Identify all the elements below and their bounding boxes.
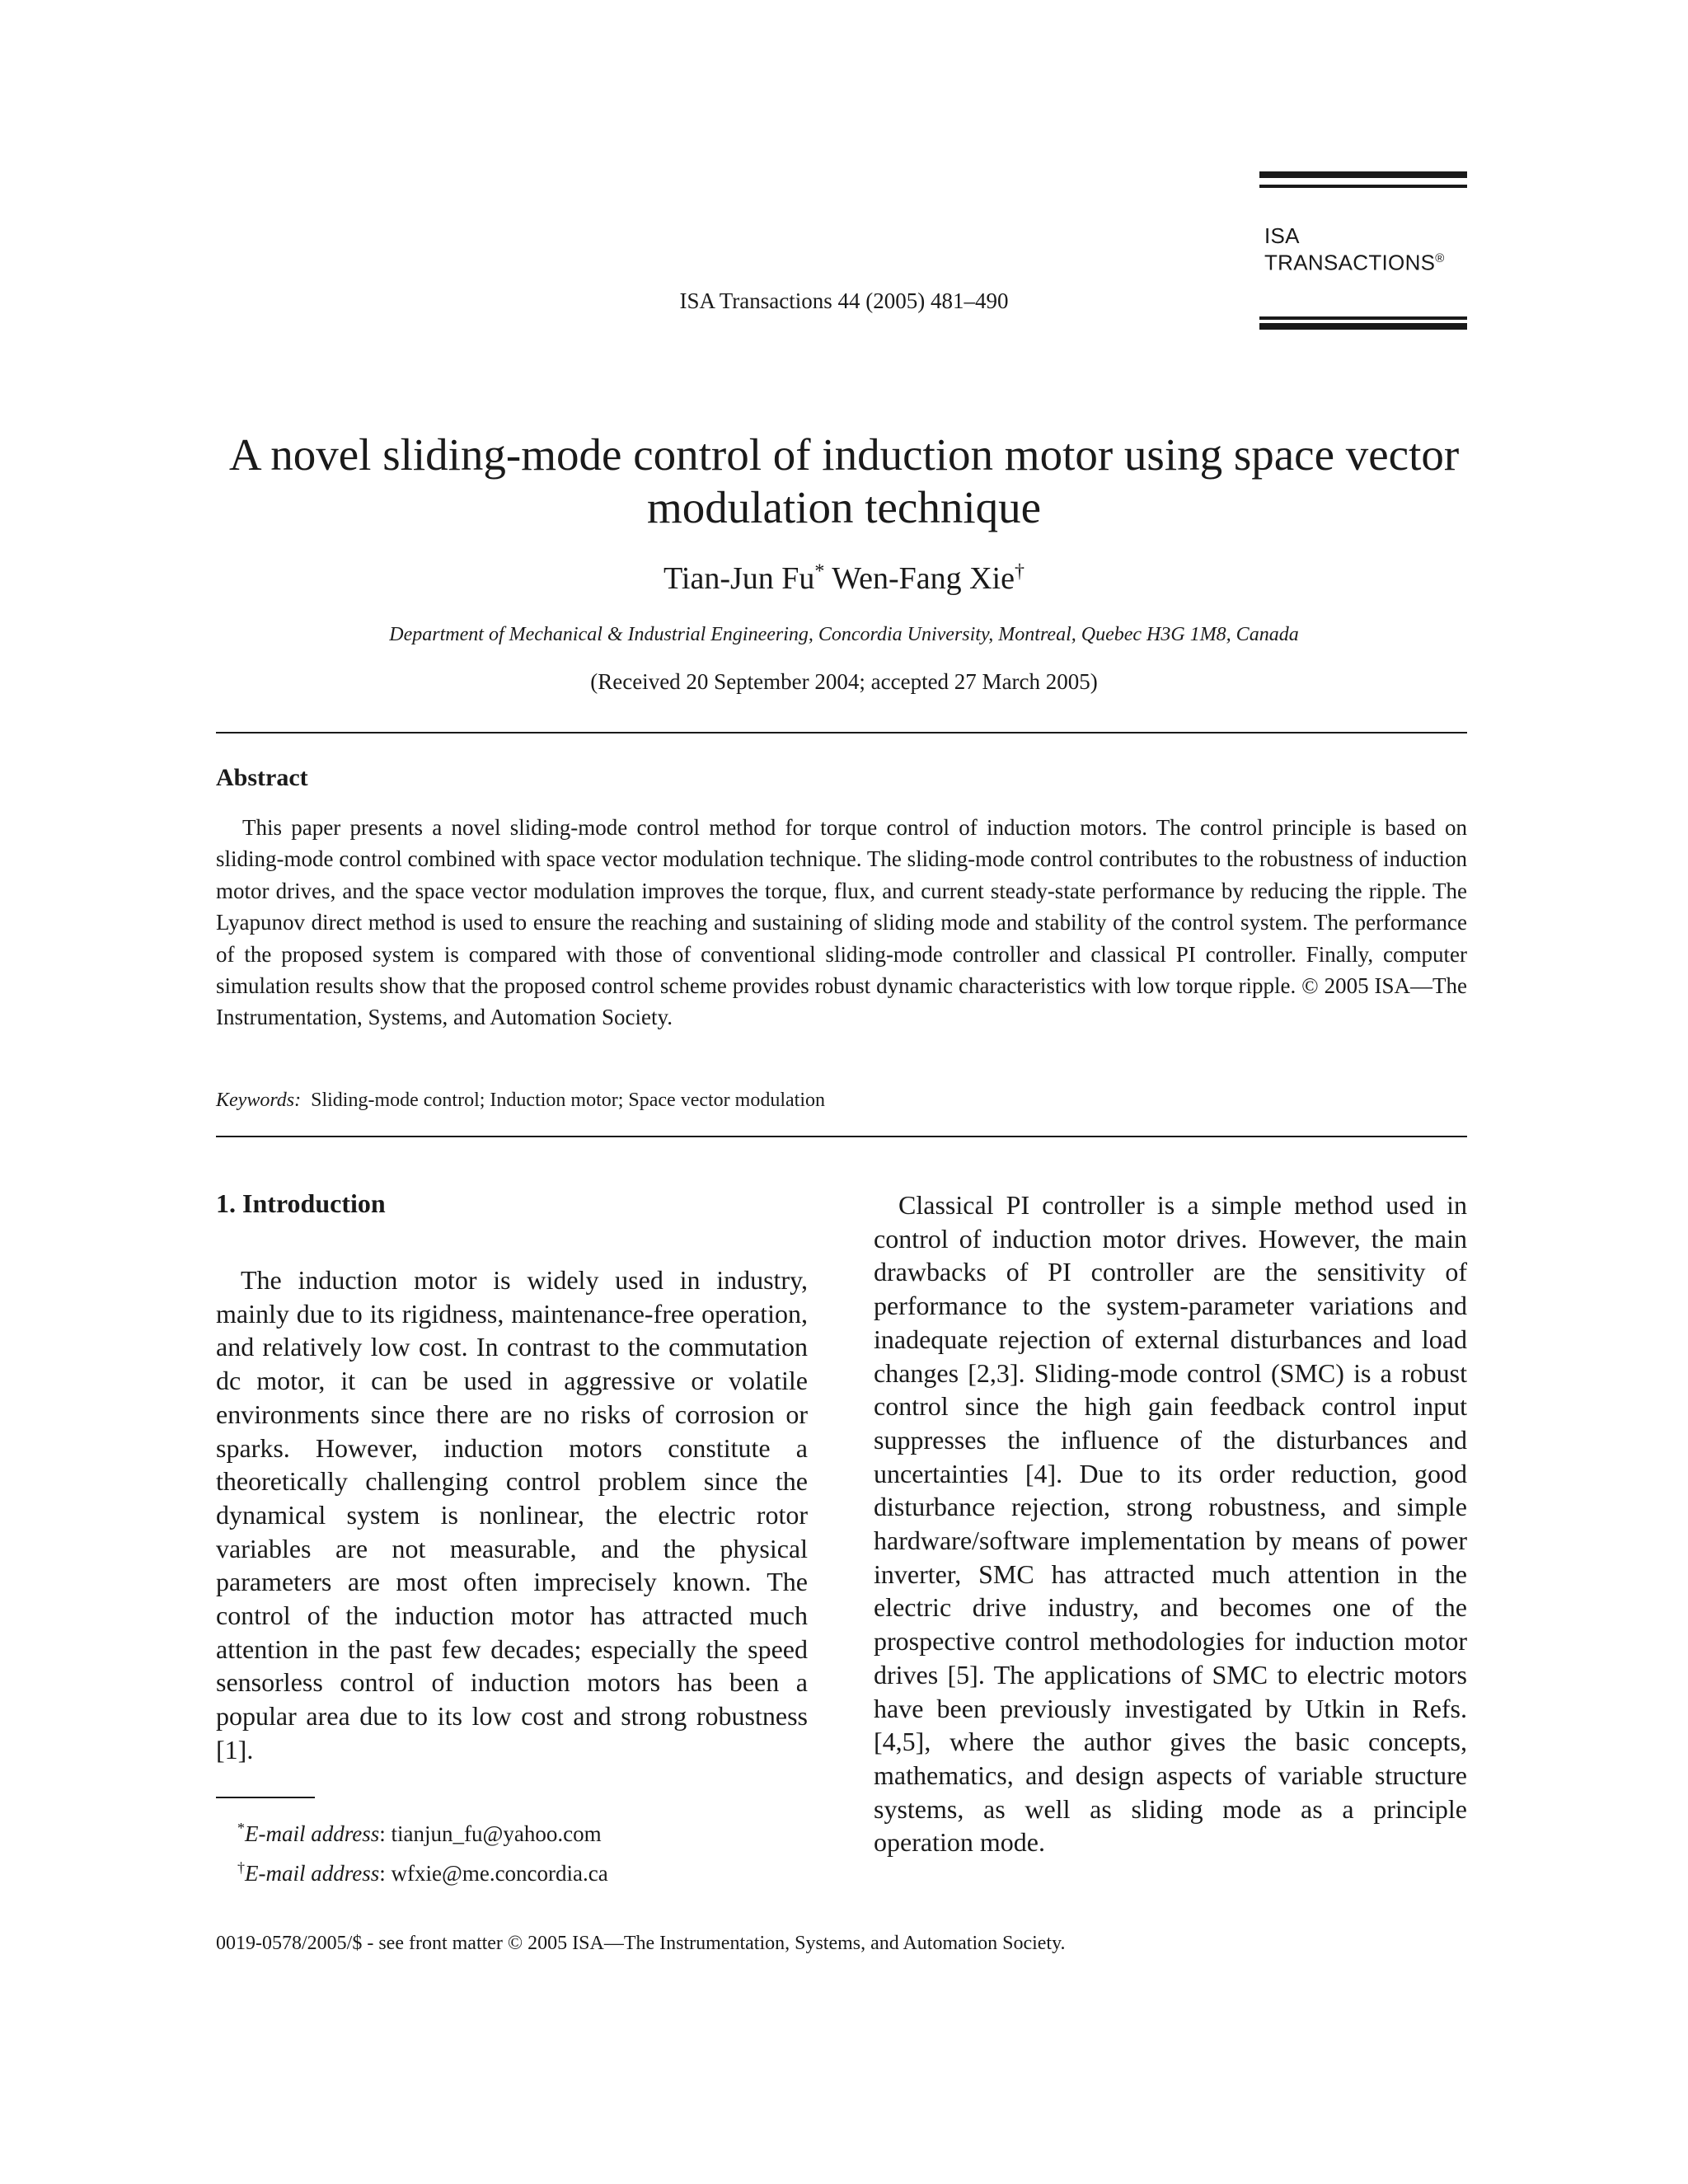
received-dates: (Received 20 September 2004; accepted 27 March 2005): [590, 669, 1098, 694]
abstract-heading: Abstract: [216, 764, 308, 791]
footnote-email: : wfxie@me.concordia.ca: [379, 1861, 608, 1886]
keywords-value: Sliding-mode control; Induction motor; Space vector modulation: [311, 1090, 825, 1111]
isa-transactions-logo: [1259, 171, 1467, 330]
footnote: [237, 1820, 602, 1847]
affiliation: Department of Mechanical & Industrial Engineering, Concordia University, Montreal, Quebec H3G 1M8, Canada: [389, 624, 1299, 645]
divider-bottom: [216, 1136, 1467, 1137]
logo-text: [1264, 224, 1445, 274]
author-footnote-mark: *: [814, 560, 825, 583]
footnote-rule: [216, 1797, 315, 1798]
footnote-label: E-mail address: [245, 1821, 380, 1846]
copyright-footer: 0019-0578/2005/$ - see front matter © 2005 ISA—The Instrumentation, Systems, and Automation Society.: [216, 1933, 1066, 1954]
author-footnote-mark: †: [1014, 560, 1025, 583]
abstract-text: This paper presents a novel sliding-mode control method for torque control of induction motors. The control principle is based on sliding-mode control combined with space vector modulation technique. The sliding-mode control contributes to the robustness of induction motor drives, and the space vector modulation improves the torque, flux, and current steady-state performance by reducing the ripple. The Lyapunov direct method is used to ensure the reaching and sustaining of sliding mode and stability of the control system. The performance of the proposed system is compared with those of conventional sliding-mode controller and classical PI controller. Finally, computer simulation results show that the proposed control scheme provides robust dynamic characteristics with low torque ripple. © 2005 ISA—The Instrumentation, Systems, and Automation Society.: [216, 815, 1467, 1030]
keywords: [216, 1090, 825, 1112]
logo-transactions-word: TRANSACTIONS: [1264, 250, 1436, 275]
keywords-label: Keywords:: [216, 1090, 302, 1111]
registered-mark: ®: [1435, 251, 1445, 265]
logo-rule-bottom-thin: [1259, 316, 1467, 320]
section-heading: 1. Introduction: [216, 1188, 386, 1218]
paper-title: A novel sliding-mode control of induction motor using space vector modulation technique: [228, 429, 1460, 532]
intro-paragraph-left: The induction motor is widely used in industry, mainly due to its rigidness, maintenance-free operation, and relatively low cost. In contrast to the commutation dc motor, it can be used in aggressive or volatile environments since there are no risks of corrosion or sparks. However, induction motors constitute a theoretically challenging control problem since the dynamical system is nonlinear, the electric rotor variables are not measurable, and the physical parameters are most often imprecisely known. The control of the induction motor has attracted much attention in the past few decades; especially the speed sensorless control of induction motors has been a popular area due to its low cost and strong robustness [1].: [216, 1265, 808, 1765]
logo-line-isa: ISA: [1264, 223, 1300, 248]
logo-rule-bottom-thick: [1259, 323, 1467, 330]
journal-reference: ISA Transactions 44 (2005) 481–490: [679, 288, 1009, 313]
footnote-mark: *: [237, 1820, 245, 1836]
author-list: [0, 560, 1688, 597]
logo-rule-top-thick: [1259, 171, 1467, 178]
logo-line-transactions: [1264, 247, 1445, 274]
author-name: Tian-Jun Fu: [663, 561, 815, 596]
logo-rule-top-thin: [1259, 185, 1467, 188]
footnote: [237, 1859, 608, 1886]
footnote-email: : tianjun_fu@yahoo.com: [379, 1821, 602, 1846]
footnote-mark: †: [237, 1859, 245, 1876]
footnote-label: E-mail address: [245, 1861, 380, 1886]
intro-paragraph-right: Classical PI controller is a simple method used in control of induction motor drives. However, the main drawbacks of PI controller are the sensitivity of performance to the system-parameter variations and inadequate rejection of external disturbances and load changes [2,3]. Sliding-mode control (SMC) is a robust control since the high gain feedback control input suppresses the influence of the disturbances and uncertainties [4]. Due to its order reduction, good disturbance rejection, strong robustness, and simple hardware/software implementation by means of power inverter, SMC has attracted much attention in the electric drive industry, and becomes one of the prospective control methodologies for induction motor drives [5]. The applications of SMC to electric motors have been previously investigated by Utkin in Refs. [4,5], where the author gives the basic concepts, mathematics, and design aspects of variable structure systems, as well as sliding mode as a principle operation mode.: [874, 1190, 1467, 1858]
author-name: Wen-Fang Xie: [832, 561, 1015, 596]
divider-top: [216, 732, 1467, 733]
